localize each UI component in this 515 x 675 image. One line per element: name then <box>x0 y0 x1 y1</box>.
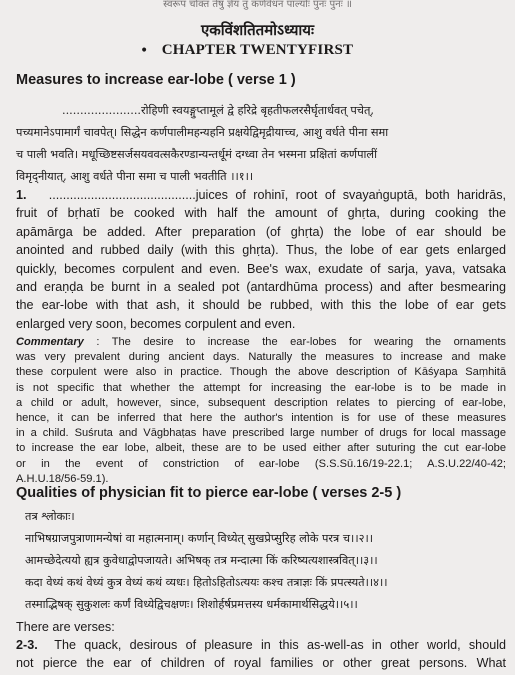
chapter-title: CHAPTER TWENTYFIRST <box>161 42 354 58</box>
translation-line <box>16 636 506 654</box>
translation-verses-2-3 <box>16 636 506 673</box>
verse-number: 1. <box>16 188 27 202</box>
commentary-line: A.H.U.18/56-59.1). <box>16 472 109 485</box>
commentary-line: or in the event of constriction of ear-lobe (S.S.Sū.16/19-22.1; A.S.U.22/40-42; <box>16 457 506 470</box>
chapter-title-sanskrit: एकविंशतितमोऽध्यायः <box>200 21 315 39</box>
verse-line: विमृद्नीयात्, आशु वर्धते पीना समा च पाली भवतीति ।।१।। <box>16 170 254 183</box>
bullet-mark: • <box>140 43 149 59</box>
commentary-line: in a child. Suśruta and Vāgbhaṭas have prescribed large number of drugs for local massage <box>16 427 506 440</box>
translation-line: quickly, becomes corpulent and even. Bee's wax, exudate of sarja, yava, vatsaka <box>16 261 506 276</box>
verse-line: च पाली भवति। मधूच्छिष्टसर्जसयववत्सकैरण्डान्यन्तर्धूमं दग्ध्वा तेन भस्मना प्रक्षितां कर्णपालीं <box>16 148 377 161</box>
translation-line: not pierce the ear of children of royal families or other great persons. What <box>16 656 506 671</box>
commentary-line: is not specific that whether the attempt for increasing the ear-lobe is to be made in <box>16 381 506 394</box>
commentary-line: was very prevalent during ancient days. Naturally the measures to increase and make <box>16 351 506 364</box>
verse-number: 2-3. <box>16 638 38 652</box>
commentary-line: hence, it can be inferred that here the author's intention is for use of these measures <box>16 412 506 425</box>
sanskrit-verse-1 <box>16 100 502 188</box>
commentary-line: to increase the ear lobe, albeit, these are to be used either after suturing the cut ear-lobe <box>16 442 506 455</box>
translation-verse-1 <box>16 186 506 333</box>
translation-line <box>16 186 506 204</box>
translation-line: apāmārga be added. After preparation (of ghṛta) the lobe of ear should be <box>16 224 506 239</box>
translation-line: anointed and rubbed daily (with this ghṛta). Thus, the lobe of ear gets enlarged <box>16 243 506 258</box>
commentary-label: Commentary <box>16 336 84 348</box>
verse-line: पच्यमानेऽपामार्गं चावपेत्। सिद्धेन कर्णपालीमहन्यहनि प्रक्षयेद्विमृद्रीयाच्च, आशु वर्धते पीना समा <box>16 126 389 139</box>
translation-line: fruit of bṛhatī be cooked with half the amount of ghṛta, during cooking the <box>16 206 506 221</box>
section-heading-ear-lobe-measures: Measures to increase ear-lobe ( verse 1 ) <box>16 72 296 88</box>
commentary-line <box>16 335 506 350</box>
translation-text: The quack, desirous of pleasure in this as-well-as in other world, should <box>54 638 506 652</box>
commentary-line: these corpulent were also in practice. Though the above description of Kāśyapa Saṃhitā <box>16 366 506 379</box>
verse-line: कदा वेध्यं कथं वेध्यं कुत्र वेध्यं कथं व्यधः। हितोऽहितोऽत्ययः कश्च तत्राज्ञः किं प्रपत्स्यते।।४।। <box>25 576 388 589</box>
translation-line: enlarged very soon, becomes corpulent and even. <box>16 316 296 331</box>
verse-line: ......................रोहिणी स्वयङ्गुप्तामूलं द्वे हरिद्रे बृहतीफलरसैर्घृतार्धवत् पचेत्, <box>62 104 374 117</box>
verse-line: तस्माद्भिषक् सुकुशलः कर्णं विध्येद्विचक्षणः। शिशोर्हर्षप्रमत्तस्य धर्मकामार्थसिद्धये।।५।। <box>25 598 358 611</box>
commentary-block <box>16 335 506 487</box>
translation-text: ..........................................juices of rohinī, root of svayaṅguptā, both haridrās, <box>48 188 507 202</box>
verse-intro: तत्र श्लोकाः। <box>25 510 75 523</box>
there-are-verses: There are verses: <box>16 620 115 634</box>
verse-line: आमच्छेदेत्ययो ह्यत्र कुवेधाद्वोपजायते। अभिषक् तत्र मन्दात्मा किं करिष्यत्यशास्त्रवित्।।३।। <box>25 554 378 567</box>
sanskrit-verses-2-5 <box>25 506 502 616</box>
translation-line: and eraṇḍa be burnt in a sealed pot (antardhūma process) and after besmearing <box>16 280 506 295</box>
commentary-text: : The desire to increase the ear-lobes for wearing the ornaments <box>96 336 506 348</box>
commentary-line: a child or adult, however, since, subsequent description relates to piercing of ear-lobe, <box>16 396 506 409</box>
faded-header-text: स्वरूपं चोक्तं तेषु ज्ञेयं तु कर्णवेधनं पाल्योः पुनः पुनः ॥ <box>163 0 352 10</box>
verse-line: नाभिषग्राजपुत्राणामन्येषां वा महात्मनाम्। कर्णान् विध्येत् सुखप्रेप्सुरिह लोके परत्र च।।२।। <box>25 532 374 545</box>
translation-line: the ear-lobe with that ash, it should be rubbed, with this the lobe of ear gets <box>16 298 506 313</box>
section-heading-physician-qualities: Qualities of physician fit to pierce ear-lobe ( verses 2-5 ) <box>16 485 402 501</box>
